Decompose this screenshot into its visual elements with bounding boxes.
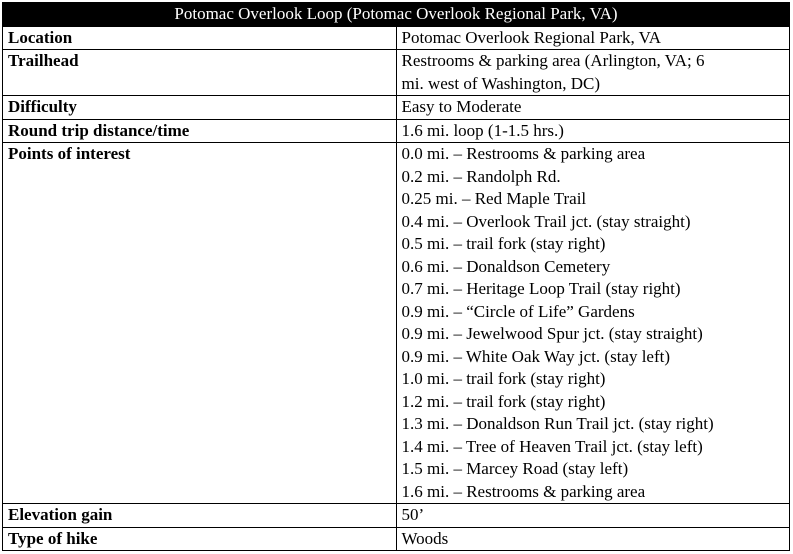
distance-row (3, 119, 790, 143)
poi-item: 0.25 mi. – Red Maple Trail (401, 189, 587, 208)
poi-item: 0.9 mi. – “Circle of Life” Gardens (401, 301, 635, 321)
elevation-value: 50’ (396, 504, 790, 528)
title-row (3, 3, 790, 27)
location-label: Location (3, 26, 397, 50)
trailhead-value (396, 50, 790, 96)
poi-item: 1.4 mi. – Tree of Heaven Trail jct. (stay left) (401, 436, 703, 456)
poi-item: 0.7 mi. – Heritage Loop Trail (stay right) (401, 279, 681, 298)
poi-item: 1.6 mi. – Restrooms & parking area (401, 481, 646, 501)
points-of-interest-list (396, 143, 790, 504)
trailhead-value-line: Restrooms & parking area (Arlington, VA; 6 (401, 51, 705, 70)
elevation-row (3, 504, 790, 528)
hike-type-row (3, 527, 790, 551)
poi-item: 0.9 mi. – Jewelwood Spur jct. (stay straight) (401, 324, 703, 343)
hike-type-label: Type of hike (3, 527, 397, 551)
trailhead-value-line: mi. west of Washington, DC) (401, 73, 601, 93)
points-of-interest-label: Points of interest (3, 143, 397, 504)
location-value: Potomac Overlook Regional Park, VA (396, 26, 790, 50)
elevation-label: Elevation gain (3, 504, 397, 528)
location-row (3, 26, 790, 50)
hike-info-table (2, 2, 790, 551)
table-title: Potomac Overlook Loop (Potomac Overlook Regional Park, VA) (3, 3, 790, 27)
points-of-interest-row (3, 143, 790, 504)
poi-item: 0.6 mi. – Donaldson Cemetery (401, 256, 611, 276)
poi-item: 1.2 mi. – trail fork (stay right) (401, 391, 606, 411)
poi-item: 1.3 mi. – Donaldson Run Trail jct. (stay right) (401, 414, 714, 433)
difficulty-row (3, 96, 790, 120)
difficulty-label: Difficulty (3, 96, 397, 120)
poi-item: 0.9 mi. – White Oak Way jct. (stay left) (401, 346, 671, 366)
distance-label: Round trip distance/time (3, 119, 397, 143)
difficulty-value: Easy to Moderate (396, 96, 790, 120)
poi-item: 0.0 mi. – Restrooms & parking area (401, 144, 646, 163)
poi-item: 0.2 mi. – Randolph Rd. (401, 166, 561, 186)
hike-type-value: Woods (396, 527, 790, 551)
poi-item: 1.5 mi. – Marcey Road (stay left) (401, 459, 629, 478)
trailhead-label: Trailhead (3, 50, 397, 96)
distance-value: 1.6 mi. loop (1-1.5 hrs.) (396, 119, 790, 143)
trailhead-row (3, 50, 790, 96)
poi-item: 1.0 mi. – trail fork (stay right) (401, 369, 606, 388)
poi-item: 0.5 mi. – trail fork (stay right) (401, 234, 606, 253)
poi-item: 0.4 mi. – Overlook Trail jct. (stay straight) (401, 211, 691, 231)
